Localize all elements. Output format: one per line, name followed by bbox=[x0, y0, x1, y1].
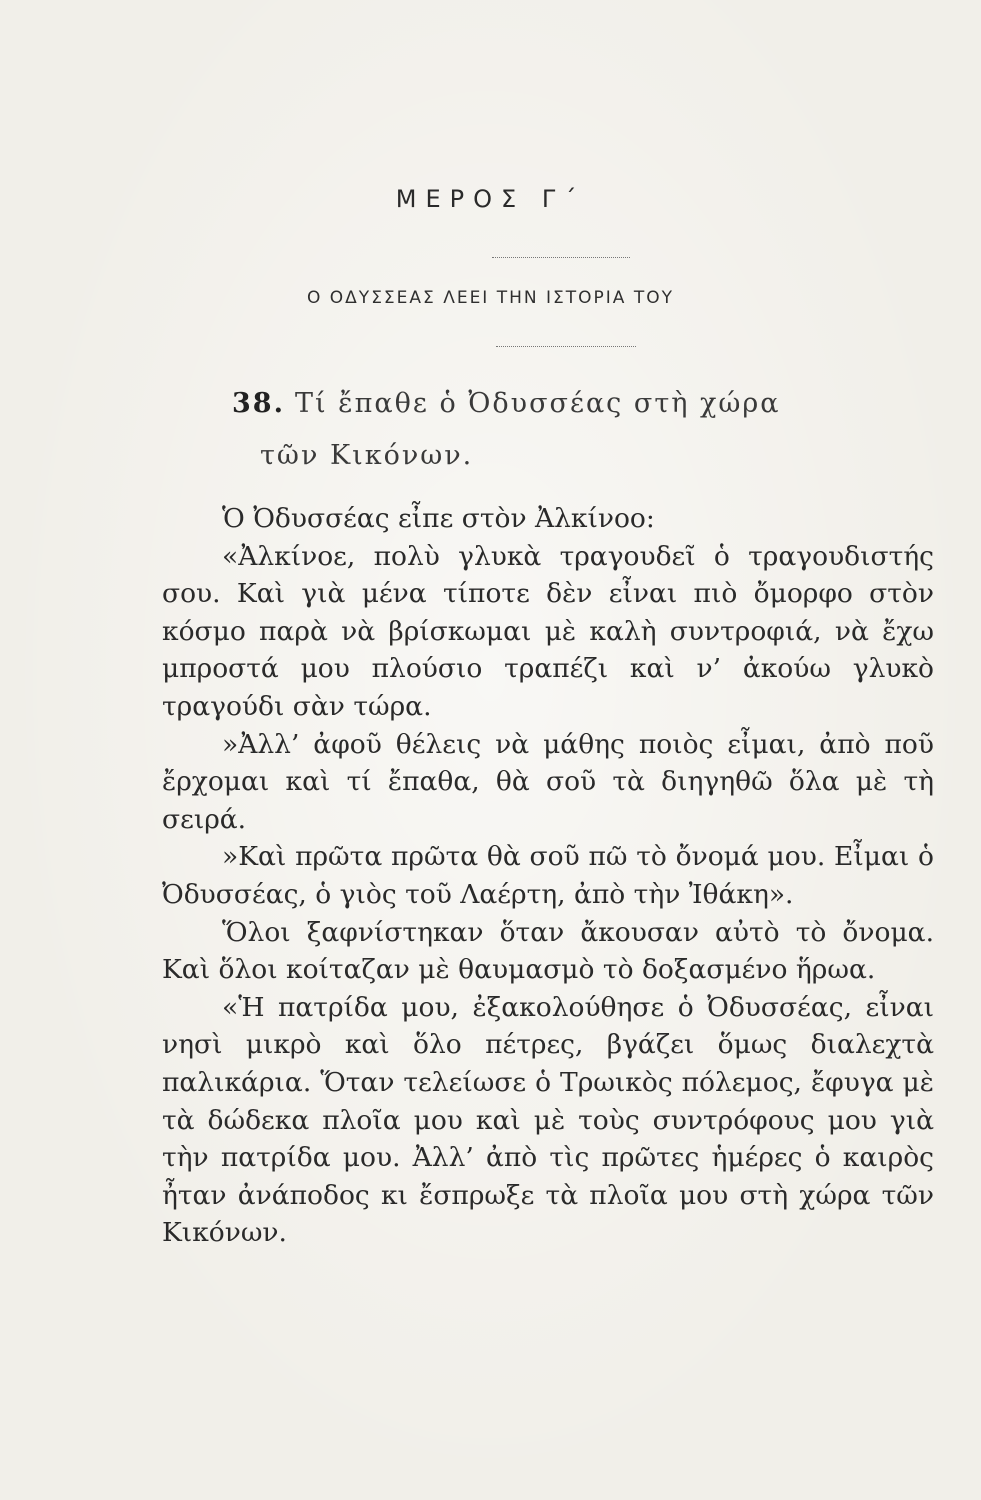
paragraph: «Ἡ πατρίδα μου, ἐξακολούθησε ὁ Ὀδυσσέας, εἶναι νησὶ μικρὸ καὶ ὅλο πέτρες, βγάζει ὅμως διαλεχτὰ παλικάρια. Ὅταν τελείωσε ὁ Τρωικὸς πόλεμος, ἔφυγα μὲ τὰ δώδεκα πλοῖα μου καὶ μὲ τοὺς συντρόφους μου γιὰ τὴν πατρίδα μου. Ἀλλ’ ἀπὸ τὶς πρῶτες ἡμέρες ὁ καιρὸς ἦταν ἀνάποδος κι ἔσπρωξε τὰ πλοῖα μου στὴ χώρα τῶν Κικόνων. bbox=[162, 991, 934, 1249]
chapter-heading bbox=[232, 378, 932, 482]
chapter-title-line2: τῶν Κικόνων. bbox=[260, 440, 474, 471]
paragraph: Ὁ Ὀδυσσέας εἶπε στὸν Ἀλκίνοο: bbox=[222, 503, 655, 534]
separator-rule-top bbox=[492, 257, 630, 258]
chapter-number: 38. bbox=[232, 388, 285, 419]
separator-rule-bottom bbox=[496, 346, 636, 347]
paragraph: «Ἀλκίνοε, πολὺ γλυκὰ τραγουδεῖ ὁ τραγουδιστής σου. Καὶ γιὰ μένα τίποτε δὲν εἶναι πιὸ ὄμορφο στὸν κόσμο παρὰ νὰ βρίσκωμαι μὲ καλὴ συντροφιά, νὰ ἔχω μπροστά μου πλούσιο τραπέζι καὶ ν’ ἀκούω γλυκὸ τραγούδι σὰν τώρα. bbox=[162, 540, 934, 722]
paragraph: »Καὶ πρῶτα πρῶτα θὰ σοῦ πῶ τὸ ὄνομά μου. Εἶμαι ὁ Ὀδυσσέας, ὁ γιὸς τοῦ Λαέρτη, ἀπὸ τὴν Ἰθάκη». bbox=[162, 841, 934, 910]
body-text bbox=[162, 500, 934, 1252]
part-title: ΜΕΡΟΣ Γ΄ bbox=[395, 185, 586, 213]
chapter-title-line1: Τί ἔπαθε ὁ Ὀδυσσέας στὴ χώρα bbox=[294, 388, 781, 419]
paragraph: Ὅλοι ξαφνίστηκαν ὅταν ἄκουσαν αὐτὸ τὸ ὄνομα. Καὶ ὅλοι κοίταζαν μὲ θαυμασμὸ τὸ δοξασμένο ἥρωα. bbox=[162, 916, 934, 986]
paragraph: »Ἀλλ’ ἀφοῦ θέλεις νὰ μάθης ποιὸς εἶμαι, ἀπὸ ποῦ ἔρχομαι καὶ τί ἔπαθα, θὰ σοῦ τὰ διηγηθῶ ὅλα μὲ τὴ σειρά. bbox=[162, 728, 934, 835]
part-subtitle: Ο ΟΔΥΣΣΕΑΣ ΛΕΕΙ ΤΗΝ ΙΣΤΟΡΙΑ ΤΟΥ bbox=[307, 288, 674, 308]
